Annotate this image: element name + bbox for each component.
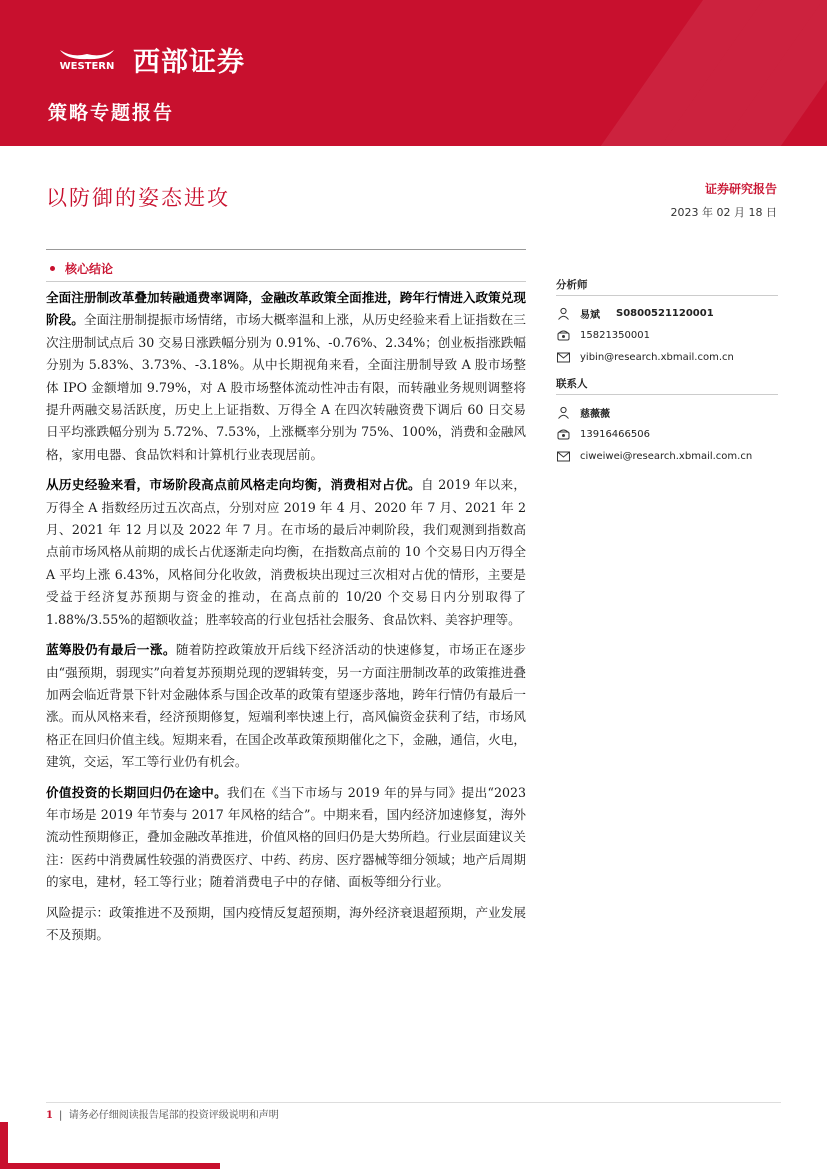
risk-warning [46,902,526,947]
main-content [46,287,526,954]
phone-icon [556,427,570,441]
analyst-email-row [556,346,778,368]
paragraph-lead: 蓝筹股仍有最后一涨。 [46,642,176,658]
paragraph-body: 全面注册制提振市场情绪，市场大概率温和上涨，从历史经验来看上证指数在三次注册制试点后 30 交易日涨跌幅分别为 0.91%、-0.76%、2.34%；创业板指涨跌幅分别为 5.83%、3.73%、-3.18%。从中长期视角来看，全面注册制导致 A 股市场整体 IPO 金额增加 9.79%，对 A 股市场整体流动性冲击有限，而转融业务规则调整将提升两融交易活跃度，历史上上证指数、万得全 A 在四次转融资费下调后 60 日交易日平均涨跌幅分别为 5.72%、7.53%，上涨概率分别为 75%、100%，消费和金融风格，家用电器、食品饮料和计算机行业表现居前。 [46,312,527,462]
paragraph-body: 随着防控政策放开后线下经济活动的快速修复，市场正在逐步由“强预期，弱现实”向着复苏预期兑现的逻辑转变，另一方面注册制改革的政策推进叠加两会临近背景下针对金融体系与国企改革的政策有望逐步落地，跨年行情仍有最后一涨。而从风格来看，经济预期修复，短端利率快速上行，高风偏资金获利了结，市场风格正在回归价值主线。短期来看，在国企改革政策预期催化之下，金融，通信，火电，建筑，交运，军工等行业仍有机会。 [46,642,527,770]
contact-email[interactable]: ciweiwei@research.xbmail.com.cn [580,450,753,462]
paragraph-body: 自 2019 年以来，万得全 A 指数经历过五次高点，分别对应 2019 年 4 月、2020 年 7 月、2021 年 2 月、2021 年 12 月以及 2022 年 7 月。在市场的最后冲刺阶段，我们观测到指数高点前市场风格从前期的成长占优逐渐走向均衡，在指数高点前的 10 个交易日内万得全 A 平均上涨 6.43%，风格间分化收敛，消费板块出现过三次相对占优的情形，主要是受益于经济复苏预期与资金的推动，在高点前的 10/20 个交易日内分别取得了 1.88%/3.55%的超额收益；胜率较高的行业包括社会服务、食品饮料、美容护理等。 [46,477,527,627]
paragraph [46,639,526,773]
svg-text:WESTERN: WESTERN [59,61,115,72]
page-title: 以防御的姿态进攻 [46,186,230,210]
paragraph-body: 风险提示：政策推进不及预期，国内疫情反复超预期，海外经济衰退超预期，产业发展不及预期。 [46,904,526,942]
divider [46,281,526,282]
footer-divider [46,1102,781,1103]
contact-email-row [556,445,778,467]
paragraph [46,474,526,631]
corner-decoration [0,1122,8,1169]
paragraph-lead: 全面注册制改革叠加转融通费率调降，金融改革政策全面推进，跨年行情进入政策兑现阶段。 [46,290,526,328]
analyst-label: 分析师 [556,277,778,296]
phone-icon [556,328,570,342]
contact-phone-row [556,423,778,445]
analyst-phone-row [556,324,778,346]
analyst-phone: 15821350001 [580,329,650,341]
divider [46,249,526,250]
paragraph-lead: 从历史经验来看，市场阶段高点前风格走向均衡，消费相对占优。 [46,477,421,493]
mail-icon [556,449,570,463]
corner-decoration [0,1163,220,1169]
sidebar-contacts [556,277,778,467]
report-type: 证券研究报告 [704,182,777,196]
analyst-license: S0800521120001 [616,307,714,319]
footer-disclaimer: 请务必仔细阅读报告尾部的投资评级说明和声明 [68,1110,279,1121]
section-heading: 核心结论 [46,260,113,277]
western-logo [52,44,122,74]
contact-label: 联系人 [556,376,778,395]
person-icon [556,405,570,419]
analyst-email[interactable]: yibin@research.xbmail.com.cn [580,351,734,363]
contact-name: 慈薇薇 [580,408,610,420]
paragraph-body: 我们在《当下市场与 2019 年的异与同》提出“2023 年市场是 2019 年节奏与 2017 年风格的结合”。中期来看，国内经济加速修复，海外流动性预期修正，叠加金融改革推进，价值风格的回归仍是大势所趋。行业层面建议关注：医药中消费属性较强的消费医疗、中药、药房、医疗器械等细分领域；地产后周期的家电，建材，轻工等行业；随着消费电子中的存储、面板等细分行业。 [46,784,526,890]
paragraph-lead: 价值投资的长期回归仍在途中。 [46,784,227,800]
report-category: 策略专题报告 [48,102,175,124]
bullet-icon [50,266,55,271]
person-icon [556,306,570,320]
contact-name-row [556,401,778,423]
mail-icon [556,350,570,364]
header-banner [0,0,827,146]
paragraph [46,782,526,894]
analyst-name: 易斌 [580,309,600,321]
brand-name: 西部证券 [133,47,245,78]
footer: 1 | 请务必仔细阅读报告尾部的投资评级说明和声明 [46,1110,279,1121]
contact-phone: 13916466506 [580,428,650,440]
paragraph [46,287,526,466]
analyst-name-row [556,302,778,324]
report-date: 2023 年 02 月 18 日 [670,206,777,219]
page-number: 1 [46,1110,53,1121]
